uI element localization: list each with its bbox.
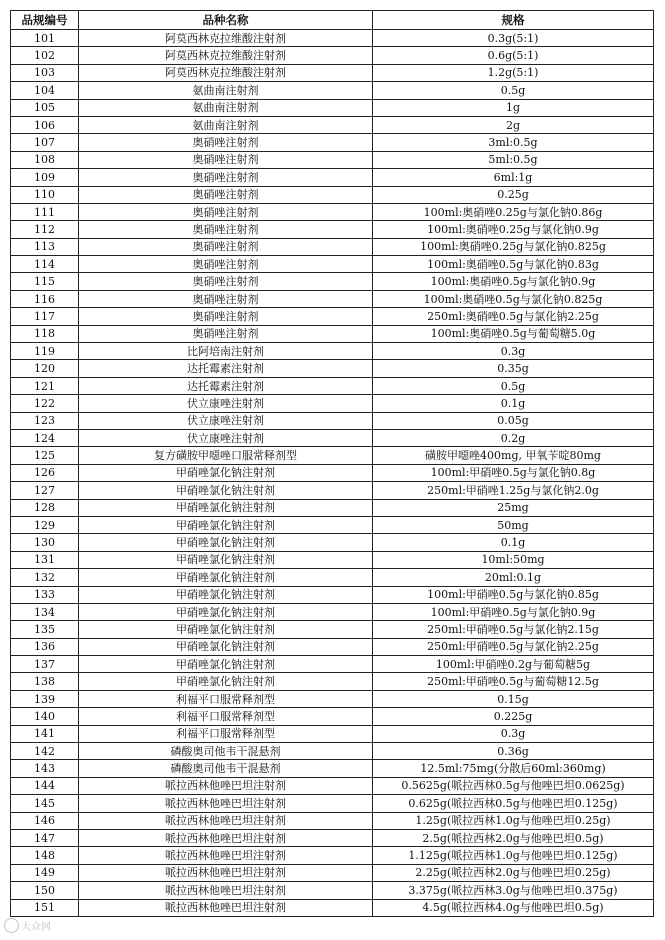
cell-drug-name: 甲硝唑氯化钠注射剂: [79, 569, 373, 586]
cell-drug-name: 奥硝唑注射剂: [79, 325, 373, 342]
cell-item-code: 129: [11, 516, 79, 533]
table-row: [11, 134, 654, 151]
table-row: [11, 690, 654, 707]
cell-item-code: 108: [11, 151, 79, 168]
table-row: [11, 534, 654, 551]
cell-drug-name: 复方磺胺甲噁唑口服常释剂型: [79, 447, 373, 464]
cell-item-code: 104: [11, 82, 79, 99]
table-row: [11, 203, 654, 220]
cell-drug-name: 哌拉西林他唑巴坦注射剂: [79, 795, 373, 812]
cell-drug-name: 哌拉西林他唑巴坦注射剂: [79, 882, 373, 899]
cell-item-code: 123: [11, 412, 79, 429]
table-row: [11, 656, 654, 673]
cell-specification: 0.2g: [373, 429, 654, 446]
table-row: [11, 673, 654, 690]
cell-drug-name: 甲硝唑氯化钠注射剂: [79, 673, 373, 690]
cell-specification: 100ml:甲硝唑0.5g与氯化钠0.85g: [373, 586, 654, 603]
table-body: [11, 30, 654, 917]
table-row: [11, 795, 654, 812]
cell-item-code: 119: [11, 343, 79, 360]
cell-specification: 2.25g(哌拉西林2.0g与他唑巴坦0.25g): [373, 864, 654, 881]
cell-specification: 0.1g: [373, 534, 654, 551]
table-row: [11, 551, 654, 568]
table-row: [11, 899, 654, 916]
table-row: [11, 169, 654, 186]
cell-specification: 0.15g: [373, 690, 654, 707]
cell-item-code: 147: [11, 829, 79, 846]
table-row: [11, 343, 654, 360]
table-row: [11, 499, 654, 516]
table-row: [11, 482, 654, 499]
cell-specification: 100ml:奥硝唑0.25g与氯化钠0.825g: [373, 238, 654, 255]
cell-drug-name: 甲硝唑氯化钠注射剂: [79, 586, 373, 603]
cell-item-code: 127: [11, 482, 79, 499]
cell-specification: 磺胺甲噁唑400mg, 甲氧苄啶80mg: [373, 447, 654, 464]
cell-drug-name: 甲硝唑氯化钠注射剂: [79, 638, 373, 655]
cell-drug-name: 哌拉西林他唑巴坦注射剂: [79, 899, 373, 916]
cell-item-code: 110: [11, 186, 79, 203]
cell-drug-name: 甲硝唑氯化钠注射剂: [79, 603, 373, 620]
cell-specification: 5ml:0.5g: [373, 151, 654, 168]
cell-specification: 0.25g: [373, 186, 654, 203]
cell-specification: 0.5625g(哌拉西林0.5g与他唑巴坦0.0625g): [373, 777, 654, 794]
table-row: [11, 82, 654, 99]
header-drug-name: 品种名称: [79, 11, 373, 30]
cell-drug-name: 阿莫西林克拉维酸注射剂: [79, 30, 373, 47]
cell-drug-name: 比阿培南注射剂: [79, 343, 373, 360]
cell-specification: 250ml:甲硝唑0.5g与氯化钠2.15g: [373, 621, 654, 638]
table-row: [11, 308, 654, 325]
table-row: [11, 638, 654, 655]
table-row: [11, 464, 654, 481]
cell-specification: 0.35g: [373, 360, 654, 377]
cell-drug-name: 哌拉西林他唑巴坦注射剂: [79, 864, 373, 881]
cell-specification: 50mg: [373, 516, 654, 533]
table-row: [11, 829, 654, 846]
cell-item-code: 134: [11, 603, 79, 620]
drug-spec-table: [10, 10, 654, 917]
cell-specification: 250ml:奥硝唑0.5g与氯化钠2.25g: [373, 308, 654, 325]
header-item-code: 品规编号: [11, 11, 79, 30]
cell-item-code: 117: [11, 308, 79, 325]
table-row: [11, 516, 654, 533]
cell-item-code: 132: [11, 569, 79, 586]
cell-drug-name: 氨曲南注射剂: [79, 116, 373, 133]
table-row: [11, 760, 654, 777]
cell-item-code: 106: [11, 116, 79, 133]
header-specification: 规格: [373, 11, 654, 30]
watermark-text: 大众网: [21, 922, 51, 933]
cell-drug-name: 甲硝唑氯化钠注射剂: [79, 656, 373, 673]
table-row: [11, 429, 654, 446]
table-row: [11, 395, 654, 412]
table-header-row: [11, 11, 654, 30]
table-row: [11, 777, 654, 794]
cell-specification: 0.225g: [373, 708, 654, 725]
cell-specification: 0.5g: [373, 377, 654, 394]
cell-drug-name: 伏立康唑注射剂: [79, 395, 373, 412]
cell-drug-name: 利福平口服常释剂型: [79, 725, 373, 742]
table-row: [11, 569, 654, 586]
cell-specification: 100ml:奥硝唑0.5g与氯化钠0.83g: [373, 256, 654, 273]
cell-item-code: 135: [11, 621, 79, 638]
table-row: [11, 603, 654, 620]
cell-drug-name: 奥硝唑注射剂: [79, 290, 373, 307]
cell-specification: 250ml:甲硝唑0.5g与葡萄糖12.5g: [373, 673, 654, 690]
cell-drug-name: 伏立康唑注射剂: [79, 412, 373, 429]
cell-specification: 0.5g: [373, 82, 654, 99]
cell-drug-name: 奥硝唑注射剂: [79, 256, 373, 273]
table-row: [11, 186, 654, 203]
cell-drug-name: 甲硝唑氯化钠注射剂: [79, 551, 373, 568]
cell-item-code: 136: [11, 638, 79, 655]
cell-item-code: 133: [11, 586, 79, 603]
cell-specification: 0.05g: [373, 412, 654, 429]
table-row: [11, 47, 654, 64]
cell-item-code: 114: [11, 256, 79, 273]
table-row: [11, 412, 654, 429]
table-row: [11, 325, 654, 342]
cell-specification: 0.36g: [373, 743, 654, 760]
cell-item-code: 111: [11, 203, 79, 220]
cell-item-code: 102: [11, 47, 79, 64]
table-row: [11, 725, 654, 742]
cell-drug-name: 甲硝唑氯化钠注射剂: [79, 621, 373, 638]
cell-drug-name: 氨曲南注射剂: [79, 99, 373, 116]
cell-item-code: 101: [11, 30, 79, 47]
table-row: [11, 99, 654, 116]
cell-item-code: 131: [11, 551, 79, 568]
cell-drug-name: 伏立康唑注射剂: [79, 429, 373, 446]
cell-item-code: 142: [11, 743, 79, 760]
cell-drug-name: 达托霉素注射剂: [79, 377, 373, 394]
cell-drug-name: 奥硝唑注射剂: [79, 169, 373, 186]
cell-item-code: 118: [11, 325, 79, 342]
cell-item-code: 139: [11, 690, 79, 707]
table-row: [11, 151, 654, 168]
table-row: [11, 586, 654, 603]
table-row: [11, 447, 654, 464]
cell-item-code: 137: [11, 656, 79, 673]
cell-drug-name: 奥硝唑注射剂: [79, 151, 373, 168]
cell-specification: 0.1g: [373, 395, 654, 412]
cell-drug-name: 利福平口服常释剂型: [79, 690, 373, 707]
cell-drug-name: 哌拉西林他唑巴坦注射剂: [79, 829, 373, 846]
table-row: [11, 221, 654, 238]
cell-specification: 25mg: [373, 499, 654, 516]
cell-specification: 0.3g: [373, 725, 654, 742]
table-row: [11, 377, 654, 394]
cell-specification: 0.6g(5:1): [373, 47, 654, 64]
cell-specification: 1.25g(哌拉西林1.0g与他唑巴坦0.25g): [373, 812, 654, 829]
cell-drug-name: 阿莫西林克拉维酸注射剂: [79, 64, 373, 81]
cell-specification: 1.125g(哌拉西林1.0g与他唑巴坦0.125g): [373, 847, 654, 864]
cell-specification: 0.625g(哌拉西林0.5g与他唑巴坦0.125g): [373, 795, 654, 812]
cell-item-code: 109: [11, 169, 79, 186]
cell-drug-name: 阿莫西林克拉维酸注射剂: [79, 47, 373, 64]
cell-drug-name: 奥硝唑注射剂: [79, 273, 373, 290]
cell-drug-name: 奥硝唑注射剂: [79, 238, 373, 255]
cell-specification: 0.3g: [373, 343, 654, 360]
cell-specification: 1.2g(5:1): [373, 64, 654, 81]
cell-specification: 1g: [373, 99, 654, 116]
cell-item-code: 126: [11, 464, 79, 481]
cell-specification: 100ml:甲硝唑0.5g与氯化钠0.9g: [373, 603, 654, 620]
cell-specification: 250ml:甲硝唑0.5g与氯化钠2.25g: [373, 638, 654, 655]
cell-item-code: 148: [11, 847, 79, 864]
table-row: [11, 273, 654, 290]
cell-drug-name: 哌拉西林他唑巴坦注射剂: [79, 847, 373, 864]
cell-drug-name: 奥硝唑注射剂: [79, 221, 373, 238]
cell-specification: 100ml:奥硝唑0.25g与氯化钠0.86g: [373, 203, 654, 220]
cell-item-code: 112: [11, 221, 79, 238]
table-row: [11, 30, 654, 47]
cell-specification: 6ml:1g: [373, 169, 654, 186]
cell-item-code: 116: [11, 290, 79, 307]
cell-drug-name: 甲硝唑氯化钠注射剂: [79, 534, 373, 551]
cell-specification: 20ml:0.1g: [373, 569, 654, 586]
table-row: [11, 116, 654, 133]
cell-specification: 3.375g(哌拉西林3.0g与他唑巴坦0.375g): [373, 882, 654, 899]
cell-specification: 100ml:甲硝唑0.2g与葡萄糖5g: [373, 656, 654, 673]
watermark: [4, 918, 51, 933]
cell-specification: 2g: [373, 116, 654, 133]
cell-specification: 250ml:甲硝唑1.25g与氯化钠2.0g: [373, 482, 654, 499]
cell-drug-name: 利福平口服常释剂型: [79, 708, 373, 725]
cell-item-code: 151: [11, 899, 79, 916]
cell-specification: 10ml:50mg: [373, 551, 654, 568]
table-row: [11, 743, 654, 760]
table-row: [11, 256, 654, 273]
table-row: [11, 64, 654, 81]
cell-item-code: 113: [11, 238, 79, 255]
table-row: [11, 238, 654, 255]
table-row: [11, 812, 654, 829]
cell-drug-name: 奥硝唑注射剂: [79, 186, 373, 203]
cell-specification: 100ml:甲硝唑0.5g与氯化钠0.8g: [373, 464, 654, 481]
cell-item-code: 141: [11, 725, 79, 742]
cell-item-code: 120: [11, 360, 79, 377]
cell-item-code: 103: [11, 64, 79, 81]
cell-item-code: 144: [11, 777, 79, 794]
table-row: [11, 847, 654, 864]
cell-item-code: 145: [11, 795, 79, 812]
cell-drug-name: 达托霉素注射剂: [79, 360, 373, 377]
cell-item-code: 150: [11, 882, 79, 899]
cell-drug-name: 磷酸奥司他韦干混悬剂: [79, 743, 373, 760]
cell-drug-name: 甲硝唑氯化钠注射剂: [79, 516, 373, 533]
table-row: [11, 621, 654, 638]
table-row: [11, 882, 654, 899]
cell-item-code: 138: [11, 673, 79, 690]
cell-drug-name: 氨曲南注射剂: [79, 82, 373, 99]
cell-specification: 100ml:奥硝唑0.5g与氯化钠0.825g: [373, 290, 654, 307]
cell-item-code: 121: [11, 377, 79, 394]
cell-specification: 100ml:奥硝唑0.25g与氯化钠0.9g: [373, 221, 654, 238]
watermark-logo-icon: [4, 918, 19, 933]
cell-specification: 3ml:0.5g: [373, 134, 654, 151]
cell-item-code: 149: [11, 864, 79, 881]
cell-specification: 100ml:奥硝唑0.5g与氯化钠0.9g: [373, 273, 654, 290]
cell-item-code: 105: [11, 99, 79, 116]
cell-item-code: 146: [11, 812, 79, 829]
cell-item-code: 140: [11, 708, 79, 725]
table-row: [11, 290, 654, 307]
cell-item-code: 107: [11, 134, 79, 151]
cell-specification: 0.3g(5:1): [373, 30, 654, 47]
cell-specification: 12.5ml:75mg(分散后60ml:360mg): [373, 760, 654, 777]
cell-drug-name: 甲硝唑氯化钠注射剂: [79, 464, 373, 481]
cell-drug-name: 甲硝唑氯化钠注射剂: [79, 499, 373, 516]
cell-item-code: 124: [11, 429, 79, 446]
cell-item-code: 143: [11, 760, 79, 777]
cell-drug-name: 甲硝唑氯化钠注射剂: [79, 482, 373, 499]
cell-drug-name: 磷酸奥司他韦干混悬剂: [79, 760, 373, 777]
cell-specification: 2.5g(哌拉西林2.0g与他唑巴坦0.5g): [373, 829, 654, 846]
cell-item-code: 122: [11, 395, 79, 412]
cell-drug-name: 哌拉西林他唑巴坦注射剂: [79, 812, 373, 829]
table-row: [11, 360, 654, 377]
cell-drug-name: 奥硝唑注射剂: [79, 203, 373, 220]
cell-drug-name: 奥硝唑注射剂: [79, 134, 373, 151]
cell-item-code: 115: [11, 273, 79, 290]
cell-specification: 4.5g(哌拉西林4.0g与他唑巴坦0.5g): [373, 899, 654, 916]
cell-drug-name: 奥硝唑注射剂: [79, 308, 373, 325]
cell-drug-name: 哌拉西林他唑巴坦注射剂: [79, 777, 373, 794]
table-row: [11, 864, 654, 881]
table-row: [11, 708, 654, 725]
cell-item-code: 128: [11, 499, 79, 516]
cell-item-code: 125: [11, 447, 79, 464]
cell-item-code: 130: [11, 534, 79, 551]
cell-specification: 100ml:奥硝唑0.5g与葡萄糖5.0g: [373, 325, 654, 342]
